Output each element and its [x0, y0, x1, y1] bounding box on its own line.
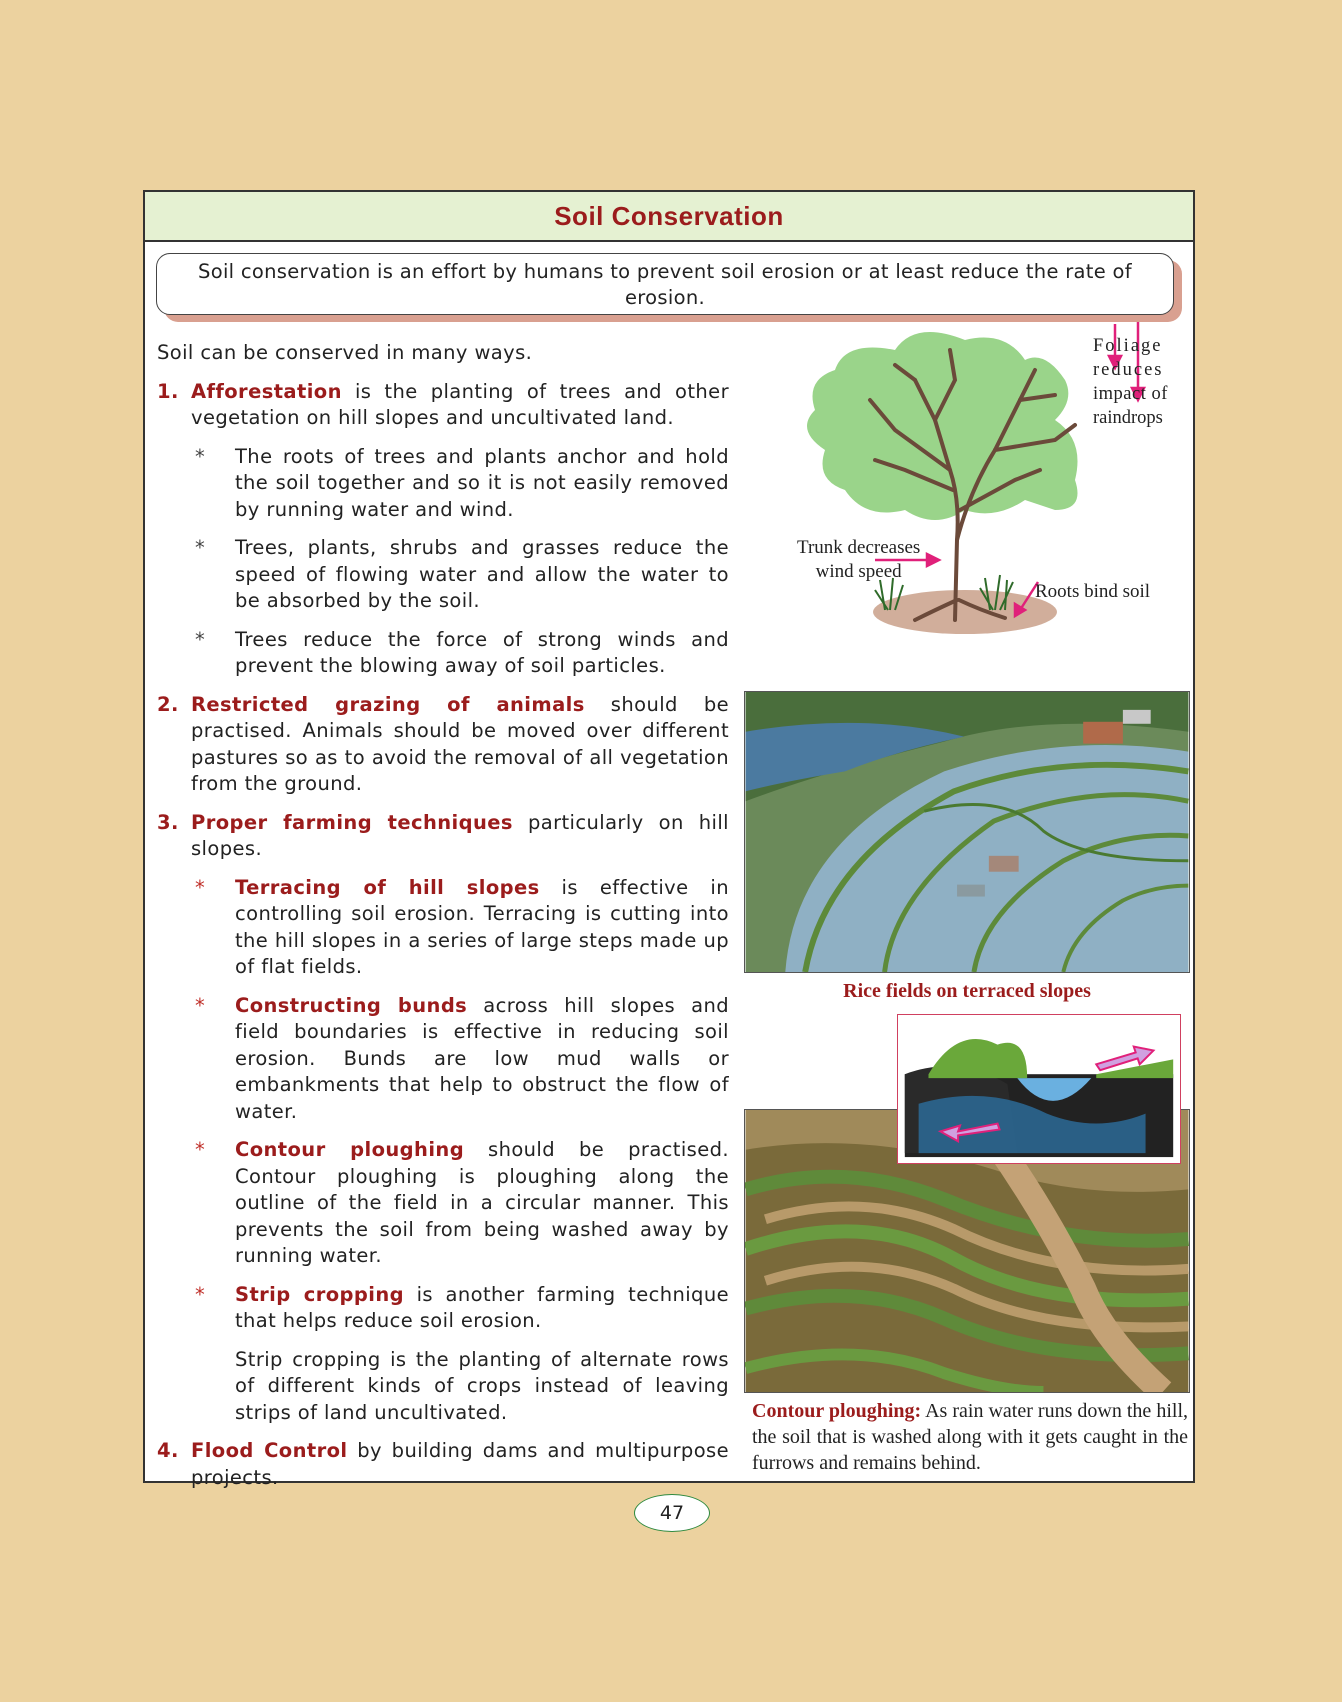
- item-term: Restricted grazing of animals: [191, 692, 585, 716]
- asterisk-icon: *: [195, 444, 206, 468]
- list-item-flood: [157, 1438, 729, 1491]
- item-number: 2.: [157, 692, 179, 716]
- item-text: particularly on hill slopes.: [191, 810, 729, 860]
- contour-caption: [752, 1398, 1188, 1476]
- asterisk-icon: *: [195, 627, 206, 651]
- bullet-term: Contour ploughing: [235, 1138, 465, 1161]
- text-column: [157, 340, 729, 1503]
- foliage-label: Foliage reduces impact of raindrops: [1093, 336, 1168, 428]
- rice-caption: Rice fields on terraced slopes: [843, 980, 1091, 1002]
- bullet-item: [157, 444, 729, 524]
- asterisk-icon: *: [195, 993, 206, 1017]
- bullet-text: across hill slopes and field boundaries is effective in reducing soil erosion. Bunds are low mud walls or embankments that help to obstruct the flow of water.: [235, 993, 730, 1123]
- asterisk-icon: *: [195, 1282, 206, 1306]
- list-item-farming: [157, 810, 729, 1427]
- list-item-afforestation: [157, 379, 729, 680]
- bullet-item-strip: [157, 1282, 729, 1335]
- foliage-shape: [807, 332, 1078, 520]
- list-item-grazing: [157, 692, 729, 798]
- asterisk-icon: *: [195, 1138, 206, 1161]
- caption-text: As rain water runs down the hill, the soil that is washed along with it gets caught in the furrows and remains behind.: [752, 1400, 1188, 1474]
- bund-diagram-inset: [897, 1014, 1181, 1164]
- item-number: 3.: [157, 810, 179, 834]
- item-text: by building dams and multipurpose projects.: [191, 1439, 730, 1489]
- page-title: Soil Conservation: [554, 200, 784, 231]
- bullet-text: is another farming technique that helps reduce soil erosion.: [235, 1282, 729, 1332]
- bullet-term: Terracing of hill slopes: [235, 875, 540, 899]
- bullet-term: Strip cropping: [235, 1282, 404, 1306]
- bullet-item-terracing: [157, 875, 729, 981]
- intro-text: Soil can be conserved in many ways.: [157, 341, 533, 364]
- item-term: Flood Control: [191, 1439, 348, 1462]
- trunk-label: Trunk decreases wind speed: [797, 537, 921, 582]
- item-number: 1.: [157, 379, 179, 403]
- definition-box: Soil conservation is an effort by humans to prevent soil erosion or at least reduce the rate of erosion.: [156, 253, 1174, 315]
- bullet-text: Trees reduce the force of strong winds and prevent the blowing away of soil particles.: [235, 627, 729, 677]
- item-text: should be practised. Animals should be moved over different pastures so as to avoid the removal of all vegetation from the ground.: [191, 692, 729, 795]
- bullet-item: [157, 535, 729, 615]
- asterisk-icon: *: [195, 875, 206, 899]
- bullet-item-contour: [157, 1137, 729, 1270]
- asterisk-icon: *: [195, 536, 206, 559]
- content-frame: [143, 190, 1195, 1489]
- bullet-text: should be practised. Contour ploughing is ploughing along the outline of the field in a circular manner. This prevents the soil from being washed away by running water.: [235, 1138, 729, 1267]
- item-number: 4.: [157, 1439, 179, 1462]
- bullet-text: Trees, plants, shrubs and grasses reduce the speed of flowing water and allow the water to be absorbed by the soil.: [235, 536, 729, 612]
- bullet-item: [157, 627, 729, 680]
- item-term: Proper farming techniques: [191, 810, 513, 834]
- item-text: is the planting of trees and other vegetation on hill slopes and uncultivated land.: [191, 379, 729, 429]
- bullet-term: Constructing bunds: [235, 993, 468, 1017]
- caption-term: Contour ploughing:: [752, 1400, 922, 1422]
- roots-label: Roots bind soil: [1035, 581, 1151, 602]
- item-term: Afforestation: [191, 379, 342, 403]
- bullet-text: The roots of trees and plants anchor and hold the soil together and so it is not easily removed by running water and wind.: [235, 444, 729, 521]
- title-bar: [145, 192, 1193, 242]
- strip-cropping-definition: Strip cropping is the planting of alternate rows of different kinds of crops instead of leaving strips of land uncultivated.: [235, 1347, 729, 1424]
- bullet-item-bunds: [157, 993, 729, 1126]
- rice-terraces-photo: [744, 691, 1190, 973]
- page-number: 47: [634, 1494, 710, 1532]
- bullet-text: is effective in controlling soil erosion. Terracing is cutting into the hill slopes in a series of large steps made up of flat fields.: [235, 875, 729, 978]
